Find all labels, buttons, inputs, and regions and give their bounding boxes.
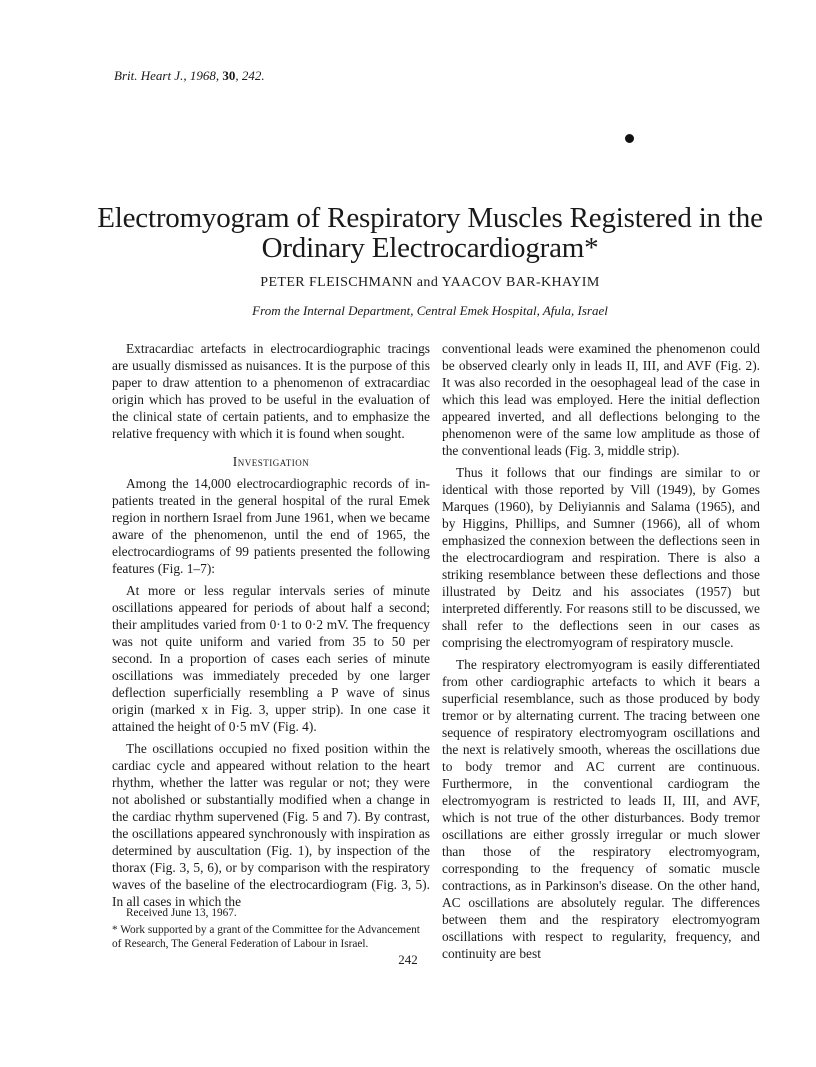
journal-name: Brit. Heart J. bbox=[114, 68, 184, 83]
journal-page: , 242. bbox=[235, 68, 265, 83]
journal-year: , 1968, bbox=[183, 68, 220, 83]
funding-footnote: * Work supported by a grant of the Committee for the Advancement of Research, The General Federation of Labour in Israel. bbox=[112, 924, 420, 950]
received-date: Received June 13, 1967. bbox=[126, 907, 237, 919]
section-heading-investigation: Investigation bbox=[232, 454, 310, 469]
left-column bbox=[112, 340, 430, 915]
body-paragraph: Among the 14,000 electrocardiographic records of in-patients treated in the general hospital of the rural Emek region in northern Israel from June 1961, when we became aware of the phenomenon, until the end of 1965, the electrocardiograms of 99 patients presented the following features (Fig. 1–7): bbox=[112, 476, 430, 576]
article-affiliation: From the Internal Department, Central Emek Hospital, Afula, Israel bbox=[252, 303, 608, 318]
article-title: Electromyogram of Respiratory Muscles Registered in the Ordinary Electrocardiogram* bbox=[97, 202, 763, 264]
ink-dot-mark bbox=[625, 134, 634, 143]
body-paragraph: conventional leads were examined the phenomenon could be observed clearly only in leads II, III, and AVF (Fig. 2). It was also recorded in the oesophageal lead of the case in which this lead was employed. Here the initial deflection appeared inverted, and all deflections belonging to the phenomenon were of the same low amplitude as those of the conventional leads (Fig. 3, middle strip). bbox=[442, 341, 760, 458]
body-paragraph: The oscillations occupied no fixed position within the cardiac cycle and appeared without relation to the heart rhythm, whether the latter was regular or not; they were not abolished or substantially modified when a change in the cardiac rhythm supervened (Fig. 5 and 7). By contrast, the oscillations appeared synchronously with inspiration as determined by auscultation (Fig. 1), by inspection of the thorax (Fig. 3, 5, 6), or by comparison with the respiratory waves of the baseline of the electrocardiogram (Fig. 3, 5). In all cases in which the bbox=[112, 741, 430, 909]
journal-citation bbox=[114, 68, 265, 84]
journal-volume: 30 bbox=[222, 68, 236, 83]
body-paragraph: Thus it follows that our findings are similar to or identical with those reported by Vill (1949), by Gomes Marques (1960), by Deliyiannis and Salama (1965), and by Higgins, Phillips, and Sumner (1966), all of whom emphasized the connexion between the deflections seen in the electrocardiogram and respiration. There is also a striking resemblance between these deflections and those illustrated by Deitz and his associates (1957) but interpreted differently. For reasons still to be discussed, we shall refer to the deflections seen in our cases as comprising the electromyogram of respiratory muscle. bbox=[442, 465, 760, 650]
intro-paragraph: Extracardiac artefacts in electrocardiographic tracings are usually dismissed as nuisances. It is the purpose of this paper to draw attention to a phenomenon of extracardiac origin which has proved to be useful in the evaluation of the clinical state of certain patients, and to emphasize the relative frequency with which it is found when sought. bbox=[112, 341, 430, 441]
body-paragraph: At more or less regular intervals series of minute oscillations appeared for periods of about half a second; their amplitudes varied from 0·1 to 0·2 mV. The frequency was not quite uniform and varied from 35 to 50 per second. In a proportion of cases each series of minute oscillations was immediately preceded by one larger deflection superficially resembling a P wave of sinus origin (marked x in Fig. 3, upper strip). In one case it attained the height of 0·5 mV (Fig. 4). bbox=[112, 583, 430, 734]
footnotes bbox=[112, 906, 430, 951]
body-paragraph: The respiratory electromyogram is easily differentiated from other cardiographic artefacts to which it bears a superficial resemblance, such as those produced by body tremor or by alternating current. The tracing between one sequence of respiratory electromyogram oscillations and the next is relatively smooth, whereas the oscillations due to body tremor and AC current are continuous. Furthermore, in the conventional cardiogram the electromyogram is restricted to leads II, III, and AVF, which is not true of the other disturbances. Body tremor oscillations are either grossly irregular or much slower than those of the respiratory electromyogram, corresponding to the frequency of somatic muscle contractions, as in Parkinson's disease. On the other hand, AC oscillations are absolutely regular. The differences between them and the respiratory electromyogram oscillations with respect to regularity, frequency, and continuity are best bbox=[442, 657, 760, 961]
right-column bbox=[442, 340, 760, 967]
article-authors: PETER FLEISCHMANN and YAACOV BAR-KHAYIM bbox=[260, 275, 600, 290]
page-number: 242 bbox=[398, 952, 418, 967]
